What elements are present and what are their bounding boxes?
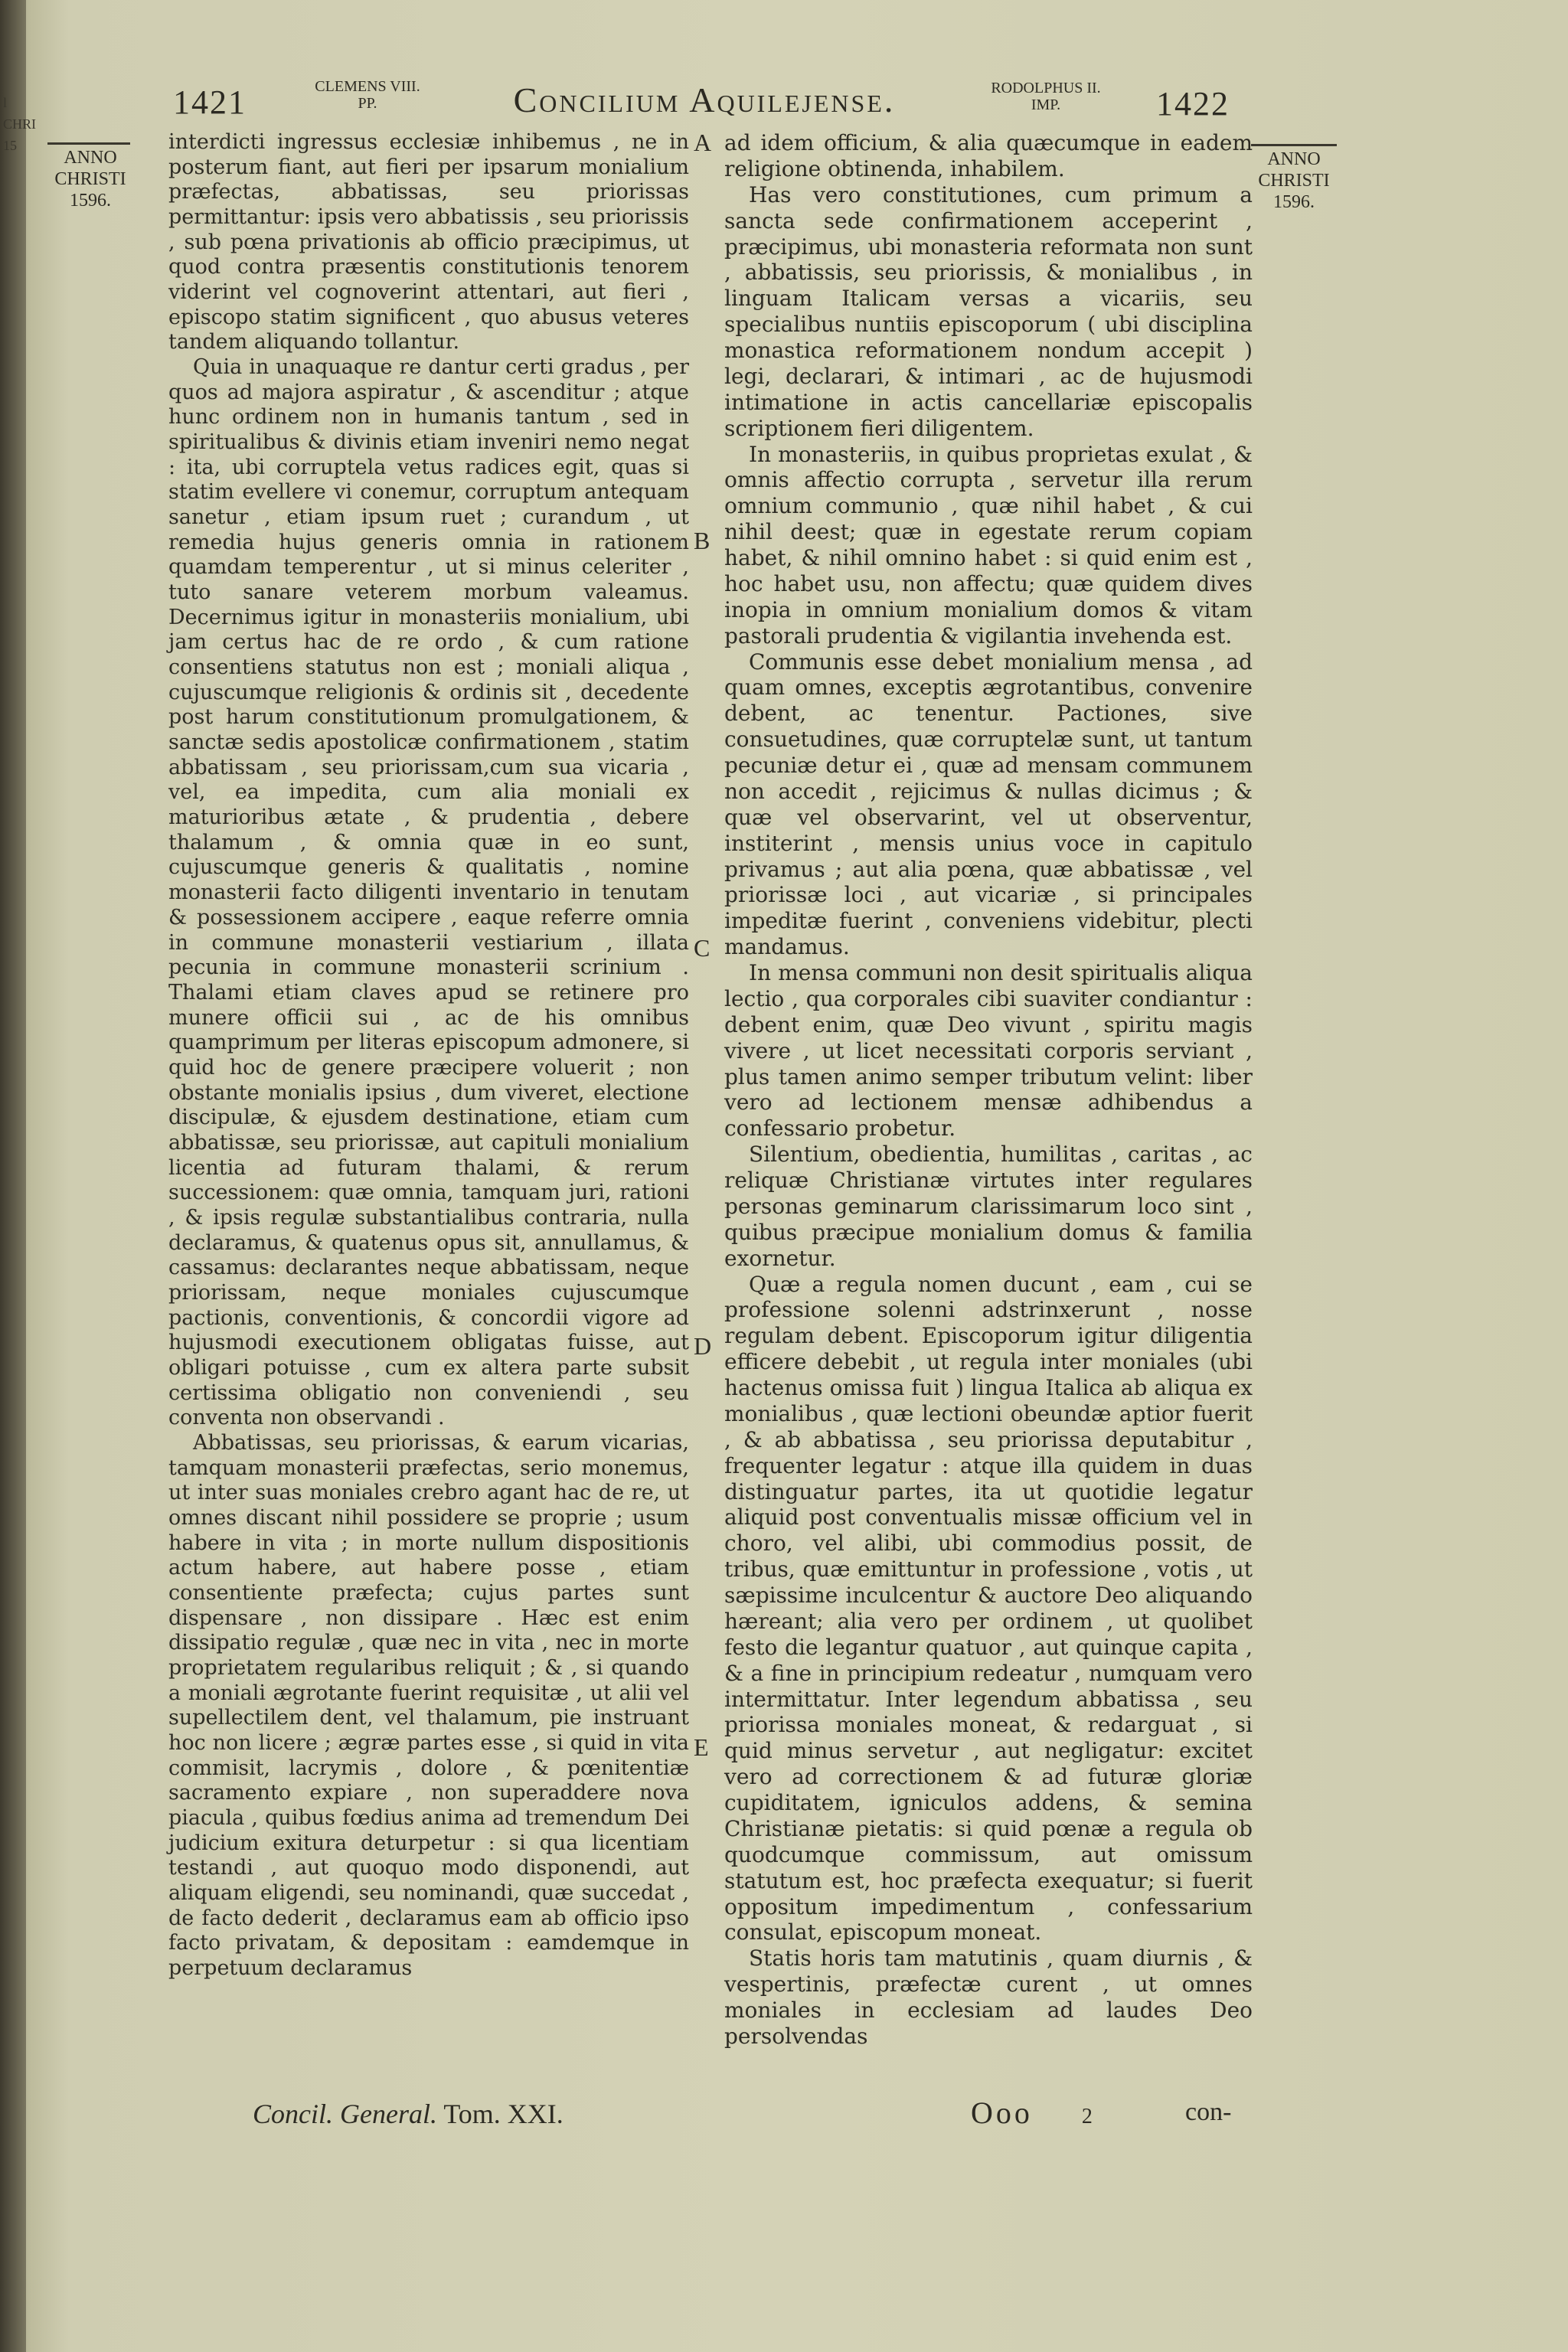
paragraph: Communis esse debet monialium mensa , ad quam omnes, exceptis ægrotantibus, convenire debent, ac tenentur. Pactiones, sive consuetudines, quæ corruptelæ sunt, ut tantum pecuniæ detur ei , quæ ad mensam communem non accedit , rejicimus & nullas dicimus ; & quæ vel observarint, vel ut observentur, institerint , mensis unius voce in capitulo privamus ; aut alia pœna, quæ abbatissæ , vel priorissæ loci , aut vicariæ , si principales impeditæ fuerint , conveniens videbitur, plecti mandamus. <box>724 648 1253 960</box>
anno-line: ANNO <box>1267 149 1321 169</box>
running-title: Concilium Aquilejense. <box>513 80 896 119</box>
right-column <box>724 130 1253 2060</box>
paragraph: Silentium, obedientia, humilitas , caritas , ac reliquæ Christianæ virtutes inter regulares personas geminarum clarissimarum loco sint , quibus præcipue monialium domus & familia exornetur. <box>724 1142 1253 1271</box>
page-number-right: 1422 <box>1156 85 1230 122</box>
paragraph: In mensa communi non desit spiritualis aliqua lectio , qua corporales cibi suaviter condiantur : debent enim, quæ Deo vivunt , spiritu magis vivere , ut licet necessitati corporis serviant , plus tamen animo semper tributum velint: liber vero ad lectionem mensæ adhibendus a confessario probetur. <box>724 960 1253 1142</box>
anno-line: CHRISTI <box>54 169 126 189</box>
catchword: con- <box>1185 2098 1232 2126</box>
running-head-pope <box>299 78 436 112</box>
prev-margin-line: 15 <box>3 138 17 153</box>
paragraph: In monasteriis, in quibus proprietas exulat , & omnis affectio corrupta , servetur illa rerum omnium communio , quæ nihil habet , & cui nihil deest; quæ in egestate rerum copiam habet, & nihil omnino habet : si quid enim est , hoc habet usu, non affectu; quæ quidem dives inopia in omnium monialium domos & vitam pastorali prudentia & vigilantia invehenda est. <box>724 441 1253 648</box>
signature-mark <box>971 2095 1096 2131</box>
previous-page-margin <box>3 92 37 156</box>
anno-line: 1596. <box>70 191 111 211</box>
pope-title: PP. <box>358 95 377 112</box>
anno-christi-right <box>1254 149 1334 213</box>
emperor-name: RODOLPHUS II. <box>991 80 1101 96</box>
anno-line: ANNO <box>64 148 117 168</box>
section-marker: A <box>694 129 712 156</box>
paragraph: Quæ a regula nomen ducunt , eam , cui se professione solenni adstrinxerunt , nosse regulam debent. Episcoporum igitur diligentia efficere debebit , ut regula inter moniales (ubi hactenus omissa fuit ) lingua Italica ab aliqua ex monialibus , quæ lectioni obeundæ aptior fuerit , & ab abbatissa , seu priorissa deputabitur , frequenter legatur : atque illa quidem in duas distinguatur partes, ita ut quotidie legatur aliquid post conventualis missæ officium vel in choro, vel alibi, ubi commodius possit, de tribus, quæ emittuntur in professione , votis , ut sæpissime inculcentur & auctore Deo aliquando hæreant; alia vero per ordinem , ut quolibet festo die legantur quatuor , aut quinque capita , & a fine in principium redeatur , numquam vero intermittatur. Inter legendum abbatissa , seu priorissa moniales moneat, & redarguat , si quid minus servetur , aut negligatur: excitet vero ad correctionem & ad futuræ gloriæ cupiditatem, igniculos addens, & semina Christianæ pietatis: si quid pœnæ a regula ob quodcumque commissum, aut omissum statutum est, hoc præfecta exequatur; si fuerit oppositum impedimentum , confessarium consulat, episcopum moneat. <box>724 1271 1253 1945</box>
section-marker: E <box>694 1733 709 1761</box>
left-column <box>168 130 689 2060</box>
emperor-title: IMP. <box>1031 96 1061 113</box>
anno-christi-left <box>52 147 129 211</box>
pope-name: CLEMENS VIII. <box>315 78 420 95</box>
margin-rule-left <box>47 142 130 145</box>
paragraph: interdicti ingressus ecclesiæ inhibemus , ne in posterum fiant, aut fieri per ipsarum monialium præfectas, abbatissas, seu priorissas permittantur: ipsis vero abbatissis , seu priorissis , sub pœna privationis ab officio præcipimus, ut quod contra præsentis constitutionis tenorem viderint vel cognoverint attentari, aut fieri , episcopo statim significent , quo abusus veteres tandem aliquando tollantur. <box>168 130 689 354</box>
prev-margin-line: CHRI <box>3 116 37 132</box>
margin-rule-right <box>1251 144 1337 146</box>
tome-number: Tom. XXI. <box>443 2099 564 2129</box>
page-number-left: 1421 <box>173 83 247 121</box>
paragraph: Abbatissas, seu priorissas, & earum vicarias, tamquam monasterii præfectas, serio monemus, ut inter suas moniales crebro agant hac de re, ut omnes discant nihil possidere se proprie ; usum habere in vita ; in morte nullum dispositionis actum habere, aut habere posse , etiam consentiente præfecta; cujus partes sunt dispensare , non dissipare . Hæc est enim dissipatio regulæ , quæ nec in vita , nec in morte proprietatem regularibus reliquit ; & , si quando a moniali ægrotante fuerint requisitæ , ut alii vel supellectilem dent, vel thalamum, pie instruant hoc non licere ; ægræ partes esse , si quid in vita commisit, lacrymis , dolore , & pœnitentiæ sacramento expiare , non superaddere nova piacula , quibus fœdius anima ad tremendum Dei judicium exitura deturpetur : si qua licentiam testandi , aut quoquo modo disponendi, aut aliquam eligendi, seu nominandi, quæ succedat , de facto dederit , declaramus eam ab officio ipso facto privatam, & depositam : eamdemque in perpetuum declaramus <box>168 1430 689 1981</box>
collection-title: Concil. General. <box>253 2099 437 2129</box>
section-marker: B <box>694 527 710 554</box>
binding-gutter <box>0 0 26 2352</box>
paragraph: Quia in unaquaque re dantur certi gradus , per quos ad majora aspiratur , & ascenditur ; atque hunc ordinem non in humanis tantum , sed in spiritualibus & divinis etiam inveniri nemo negat : ita, ubi corruptela vetus radices egit, quas si statim evellere vi conemur, corruptum antequam sanetur , etiam ipsum ruet ; curandum , ut remedia hujus generis omnia in rationem quamdam temperentur , ut si minus celeriter , tuto sanare veterem morbum valeamus. Decernimus igitur in monasteriis monialium, ubi jam certus hac de re ordo , & cum ratione consentiens statutus non est ; moniali aliqua , cujuscumque religionis & ordinis sit , decedente post harum constitutionum promulgationem, & sanctæ sedis apostolicæ confirmationem , statim abbatissam , seu priorissam,cum sua vicaria , vel, ea impedita, cum alia moniali ex maturioribus ætate , & prudentia , debere thalamum , & omnia quæ in eo sunt, cujuscumque generis & qualitatis , nomine monasterii facto diligenti inventario in tenutam & possessionem accipere , eaque referre omnia in commune monasterii vestiarium , illata pecunia in commune monasterii scrinium . Thalami etiam claves apud se retinere pro munere officii sui , ac de his omnibus quamprimum per literas episcopum admonere, si quid hoc de genere præcipere voluerit ; non obstante monialis ipsius , dum viveret, electione discipulæ, & ejusdem destinatione, etiam cum abbatissæ, seu priorissæ, aut capituli monialium licentia ad futuram thalami, & rerum successionem: quæ omnia, tamquam juri, rationi , & ipsis regulæ substantialibus contraria, nulla declaramus, & quatenus opus sit, annullamus, & cassamus: declarantes neque abbatissam, neque priorissam, neque moniales cujuscumque pactionis, conventionis, & concordii vigore ad hujusmodi executionem obligatas fuisse, aut obligari potuisse , cum ex altera parte subsit certissima obligatio non conveniendi , seu conventa non observandi . <box>168 355 689 1430</box>
anno-line: CHRISTI <box>1258 171 1330 191</box>
footer-volume <box>253 2098 564 2130</box>
paragraph: ad idem officium, & alia quæcumque in eadem religione obtinenda, inhabilem. <box>724 130 1253 181</box>
signature-letters: Ooo <box>971 2096 1033 2130</box>
paragraph: Statis horis tam matutinis , quam diurnis , & vespertinis, præfectæ curent , ut omnes moniales in ecclesiam ad laudes Deo persolvendas <box>724 1945 1253 2049</box>
anno-line: 1596. <box>1273 192 1315 212</box>
running-head-emperor <box>969 80 1122 113</box>
signature-number: 2 <box>1081 2105 1096 2128</box>
paragraph: Has vero constitutiones, cum primum a sancta sede confirmationem acceperint , præcipimus, ubi monasteria reformata non sunt , abbatissis, seu priorissis, & monialibus , in linguam Italicam versas a vicariis, seu specialibus nuntiis episcoporum ( ubi disciplina monastica reformationem nondum accepit ) legi, declarari, & intimari , ac de hujusmodi intimatione in actis cancellariæ episcopalis scriptionem fieri diligentem. <box>724 181 1253 441</box>
prev-margin-line: l <box>3 95 8 110</box>
section-marker: C <box>694 934 710 962</box>
section-marker: D <box>694 1332 712 1360</box>
